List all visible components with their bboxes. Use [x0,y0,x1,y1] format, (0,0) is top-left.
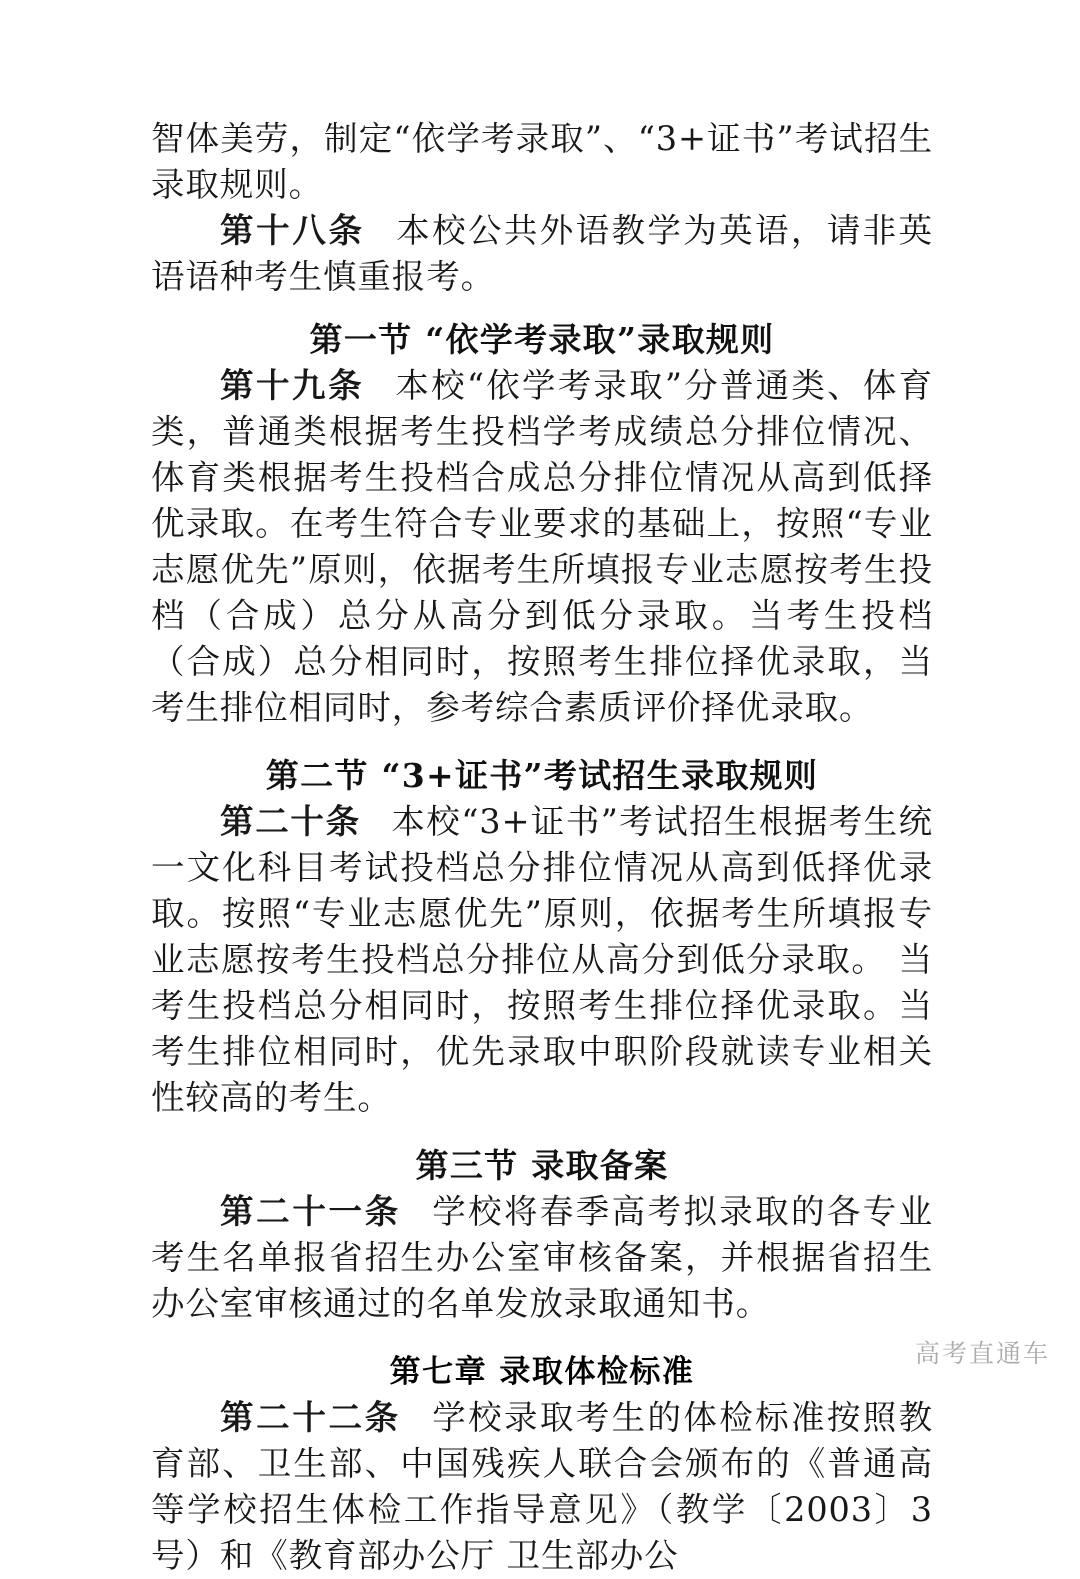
article-number-21: 第二十一条 [220,1192,401,1231]
article-number-18: 第十八条 [220,211,365,250]
spacer [151,1121,933,1143]
spacer [151,731,933,753]
article-body-22: 学校录取考生的体检标准按照教育部、卫生部、中国残疾人联合会颁布的《普通高等学校招生体检工作指导意见》（教学〔2003〕3号）和《教育部办公厅 卫生部办公 [151,1398,933,1575]
article-body-19: 本校“依学考录取”分普通类、体育类，普通类根据考生投档学考成绩总分排位情况、体育类根据考生投档合成总分排位情况从高到低择优录取。在考生符合专业要求的基础上，按照“专业志愿优先”原则，依据考生所填报专业志愿按考生投档（合成）总分从高分到低分录取。当考生投档（合成）总分相同时，按照考生排位择优录取，当考生排位相同时，参考综合素质评价择优录取。 [151,366,933,727]
section-heading-1: 第一节 “依学考录取”录取规则 [309,320,775,359]
paragraph-article-20 [151,799,933,1121]
paragraph-article-22 [151,1395,933,1579]
watermark: 高考直通车 [914,1339,1050,1368]
chapter-heading-7: 第七章 录取体检标准 [389,1354,695,1390]
text-column [151,116,933,1579]
article-body-21: 学校将春季高考拟录取的各专业考生名单报省招生办公室审核备案，并根据省招生办公室审核通过的名单发放录取通知书。 [151,1192,933,1323]
paragraph-continued-article-17: 智体美劳，制定“依学考录取”、“3+证书”考试招生录取规则。 [151,119,933,204]
article-body-20: 本校“3+证书”考试招生根据考生统一文化科目考试投档总分排位情况从高到低择优录取。按照“专业志愿优先”原则，依据考生所填报专业志愿按考生投档总分排位从高分到低分录取。 当考生投档总分相同时，按照考生排位择优录取。当考生排位相同时，优先录取中职阶段就读专业相关性较高的考生。 [151,802,933,1117]
article-body-18: 本校公共外语教学为英语，请非英语语种考生慎重报考。 [151,211,933,296]
section-heading-3: 第三节 录取备案 [415,1146,669,1185]
spacer [151,1327,933,1349]
paragraph-article-19 [151,363,933,731]
section-heading-2: 第二节 “3+证书”考试招生录取规则 [265,756,819,795]
paragraph-article-21 [151,1189,933,1327]
paragraph-article-18 [151,208,933,300]
article-number-22: 第二十二条 [220,1398,401,1437]
article-number-20: 第二十条 [220,802,361,841]
spacer [151,300,933,317]
article-number-19: 第十九条 [220,366,365,405]
